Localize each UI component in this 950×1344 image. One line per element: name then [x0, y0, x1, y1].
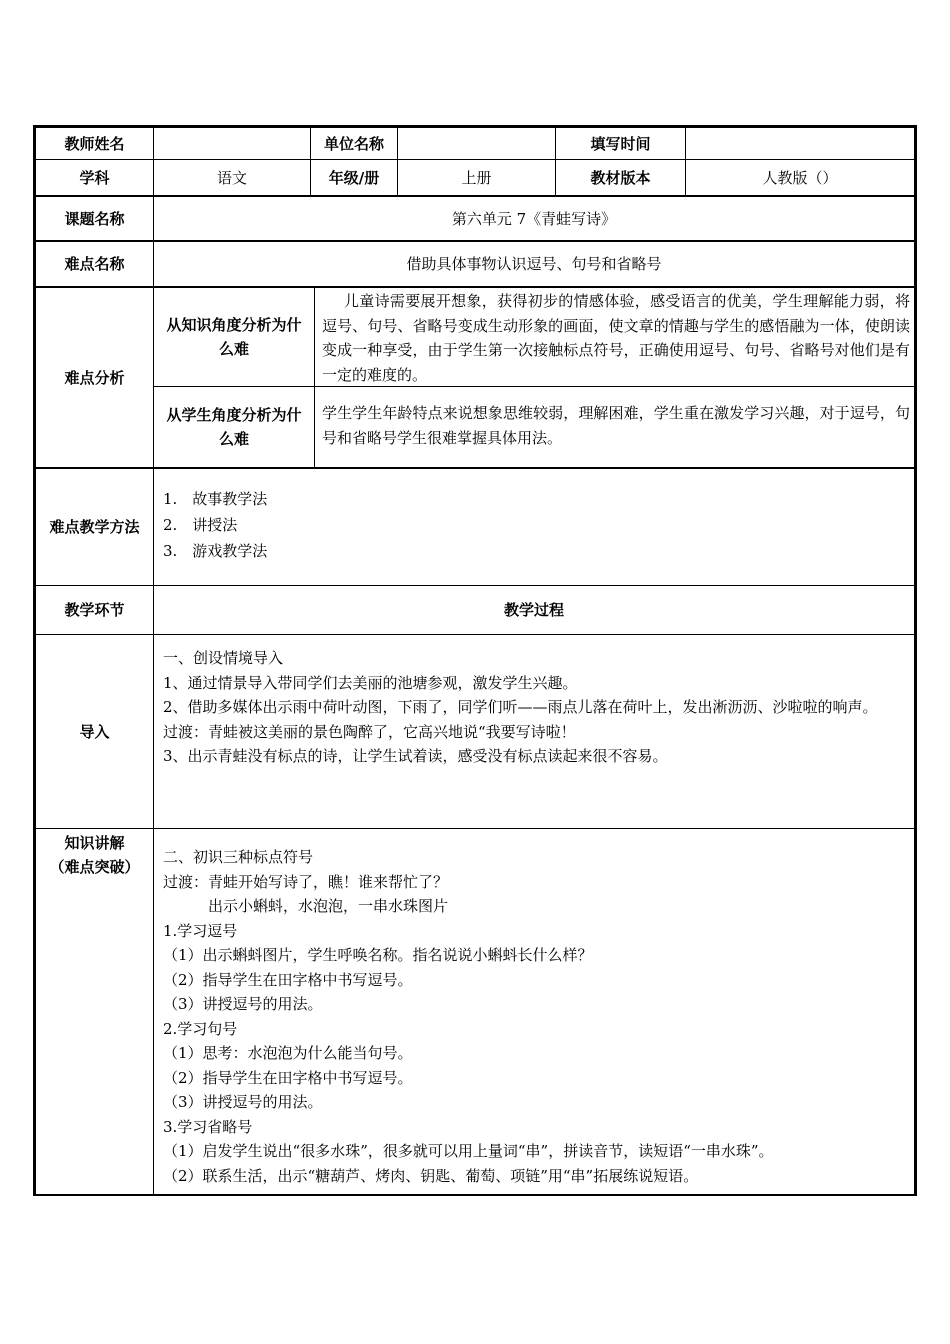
student-angle-label: 从学生角度分析为什么难: [166, 406, 302, 448]
analysis-label: 难点分析: [64, 368, 125, 387]
knowledge-line: 2.学习句号: [163, 1019, 238, 1038]
intro-line: 2、借助多媒体出示雨中荷叶动图，下雨了，同学们听——雨点儿落在荷叶上，发出淅沥沥、沙啦啦的响声。: [163, 698, 878, 716]
knowledge-line: （1）出示蝌蚪图片，学生呼唤名称。指名说说小蝌蚪长什么样？: [163, 946, 593, 964]
fill-time-value[interactable]: [686, 128, 914, 159]
intro-line: 过渡：青蛙被这美丽的景色陶醉了，它高兴地说“我要写诗啦！: [163, 722, 576, 741]
knowledge-line: （3）讲授逗号的用法。: [163, 1093, 323, 1111]
intro-content: [163, 646, 908, 769]
fill-time-label: 填写时间: [590, 134, 651, 153]
teacher-name-value[interactable]: [154, 128, 310, 159]
knowledge-line: （1）启发学生说出“很多水珠”，很多就可以用上量词“串”，拼读音节，读短语“一串水珠”。: [163, 1142, 774, 1160]
knowledge-line: （2）指导学生在田字格中书写逗号。: [163, 970, 413, 989]
topic-label: 课题名称: [64, 209, 125, 228]
list-item: 1. 故事教学法: [163, 490, 268, 508]
list-item: 2. 讲授法: [163, 516, 238, 534]
knowledge-angle-label: 从知识角度分析为什么难: [166, 316, 302, 358]
intro-line: 3、出示青蛙没有标点的诗，让学生试着读，感受没有标点读起来很不容易。: [163, 747, 668, 765]
grade-label: 年级/册: [328, 168, 380, 187]
subject-value: 语文: [216, 168, 247, 187]
subject-label: 学科: [79, 168, 110, 187]
edition-value: 人教版（）: [762, 168, 838, 187]
intro-line: 1、通过情景导入带同学们去美丽的池塘参观，激发学生兴趣。: [163, 673, 578, 692]
knowledge-line: 3.学习省略号: [163, 1117, 253, 1136]
knowledge-line: （3）讲授逗号的用法。: [163, 995, 323, 1013]
knowledge-line: （1）思考：水泡泡为什么能当句号。: [163, 1044, 413, 1062]
knowledge-angle-text: 儿童诗需要展开想象，获得初步的情感体验，感受语言的优美，学生理解能力弱，将逗号、句号、省略号变成生动形象的画面，使文章的情趣与学生的感悟融为一体，使朗读变成一种享受，由于学生第一次接触标点符号，正确使用逗号、句号、省略号对他们是有一定的难度的。: [322, 292, 910, 384]
topic-value: 第六单元 7《青蛙写诗》: [451, 209, 617, 228]
row-line: [33, 467, 917, 469]
knowledge-line: 1.学习逗号: [163, 921, 238, 940]
row-line: [33, 828, 917, 829]
stage-header: 教学环节: [64, 601, 125, 619]
knowledge-content: [163, 845, 908, 1188]
knowledge-line: 出示小蝌蚪，水泡泡，一串水珠图片: [163, 897, 449, 915]
methods-label: 难点教学方法: [49, 518, 140, 536]
edition-label: 教材版本: [590, 168, 651, 187]
difficulty-label: 难点名称: [64, 255, 125, 273]
col-line: [314, 287, 315, 468]
intro-line: 一、创设情境导入: [163, 649, 284, 667]
knowledge-line: （2）联系生活，出示“糖葫芦、烤肉、钥匙、葡萄、项链”用“串”拓展练说短语。: [163, 1166, 699, 1185]
knowledge-line: （2）指导学生在田字格中书写逗号。: [163, 1068, 413, 1087]
methods-list: [163, 486, 903, 576]
difficulty-value: 借助具体事物认识逗号、句号和省略号: [406, 255, 662, 273]
grade-value: 上册: [461, 168, 492, 187]
list-item: 3. 游戏教学法: [163, 542, 268, 560]
unit-name-value[interactable]: [398, 128, 555, 159]
knowledge-line: 过渡：青蛙开始写诗了，瞧！谁来帮忙了？: [163, 872, 449, 891]
intro-label: 导入: [79, 722, 110, 741]
teacher-name-label: 教师姓名: [64, 134, 125, 153]
knowledge-label: 知识讲解 （难点突破）: [49, 834, 140, 876]
table-border-bottom-cut: [33, 1194, 917, 1196]
process-header: 教学过程: [503, 601, 564, 619]
unit-name-label: 单位名称: [323, 134, 384, 153]
row-line: [33, 634, 917, 635]
knowledge-line: 二、初识三种标点符号: [163, 848, 314, 866]
student-angle-text: 学生学生年龄特点来说想象思维较弱，理解困难，学生重在激发学习兴趣，对于逗号，句号和省略号学生很难掌握具体用法。: [322, 404, 910, 447]
